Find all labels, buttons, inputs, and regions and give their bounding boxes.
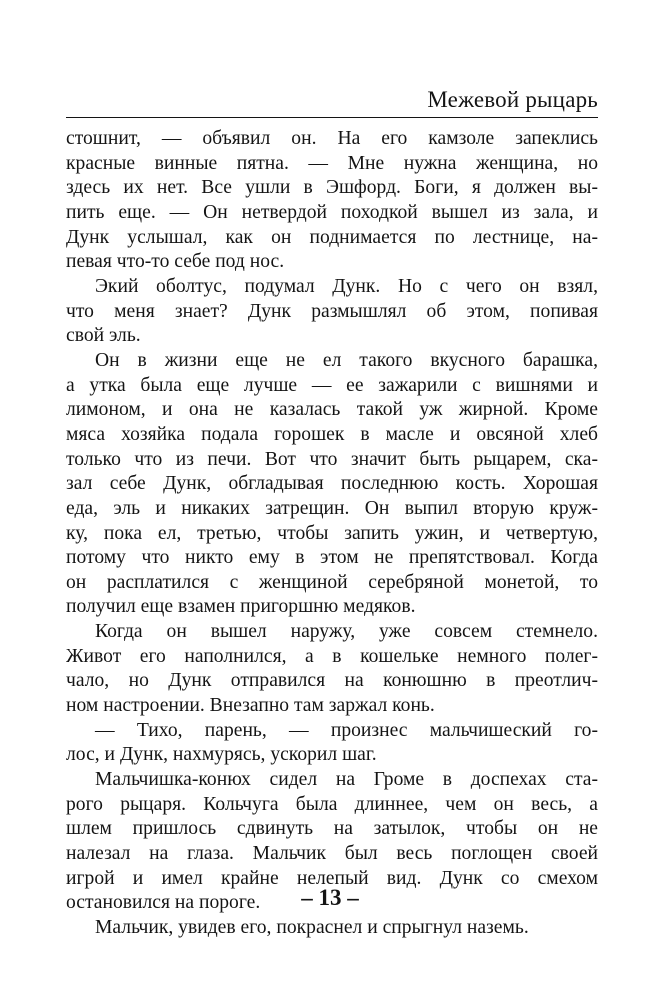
text-line: что меня знает? Дунк размышлял об этом, попивая — [66, 300, 598, 322]
text-line: здесь их нет. Все ушли в Эшфорд. Боги, я должен вы- — [66, 177, 598, 199]
text-line: Экий оболтус, подумал Дунк. Но с чего он взял, — [95, 275, 598, 297]
text-line: ном настроении. Внезапно там заржал конь. — [66, 695, 435, 717]
text-line: Живот его наполнился, а в кошельке немного полег- — [66, 645, 598, 667]
text-line: рого рыцаря. Кольчуга была длиннее, чем он весь, а — [66, 793, 598, 815]
text-line: красные винные пятна. — Мне нужна женщина, но — [66, 152, 598, 174]
running-head-title: Межевой рыцарь — [427, 87, 598, 112]
text-line: а утка была еще лучше — ее зажарили с вишнями и — [66, 374, 598, 396]
text-line: он расплатился с женщиной серебряной монетой, то — [66, 571, 598, 593]
body-text — [66, 127, 598, 941]
text-line: остановился на пороге. — [66, 892, 261, 914]
text-line: потому что никто ему в этом не препятствовал. Когда — [66, 547, 598, 569]
text-line: лос, и Дунк, нахмурясь, ускорил шаг. — [66, 744, 377, 766]
text-line: Когда он вышел наружу, уже совсем стемнело. — [95, 621, 598, 643]
text-line: налезал на глаза. Мальчик был весь поглощен своей — [66, 843, 598, 865]
text-line: Мальчик, увидев его, покраснел и спрыгнул наземь. — [95, 917, 529, 938]
text-line: мяса хозяйка подала горошек в масле и овсяной хлеб — [66, 423, 598, 445]
text-line: стошнит, — объявил он. На его камзоле запеклись — [66, 128, 598, 149]
text-line: пить еще. — Он нетвердой походкой вышел из зала, и — [66, 201, 598, 223]
text-line: — Тихо, парень, — произнес мальчишеский го- — [95, 719, 598, 741]
text-line: шлем пришлось сдвинуть на затылок, чтобы он не — [66, 818, 598, 840]
text-line: еда, эль и никаких затрещин. Он выпил вторую круж- — [66, 497, 598, 519]
text-line: Дунк услышал, как он поднимается по лестнице, на- — [66, 226, 598, 248]
text-line: чало, но Дунк отправился на конюшню в преотлич- — [66, 670, 598, 692]
text-line: ку, пока ел, третью, чтобы запить ужин, и четвертую, — [66, 522, 598, 544]
text-line: игрой и имел крайне нелепый вид. Дунк со смехом — [66, 867, 598, 889]
text-line: зал себе Дунк, обгладывая последнюю кость. Хорошая — [66, 473, 598, 495]
text-line: лимоном, и она не казалась такой уж жирной. Кроме — [66, 399, 598, 421]
page-number: – 13 – — [301, 885, 359, 910]
text-line: получил еще взамен пригоршню медяков. — [66, 596, 416, 618]
text-line: Он в жизни еще не ел такого вкусного барашка, — [95, 349, 598, 371]
text-line: Мальчишка-конюх сидел на Громе в доспехах ста- — [95, 769, 598, 791]
text-line: только что из печи. Вот что значит быть рыцарем, ска- — [66, 448, 598, 470]
header-rule — [66, 117, 598, 118]
text-line: певая что-то себе под нос. — [66, 251, 285, 273]
text-line: свой эль. — [66, 325, 141, 347]
